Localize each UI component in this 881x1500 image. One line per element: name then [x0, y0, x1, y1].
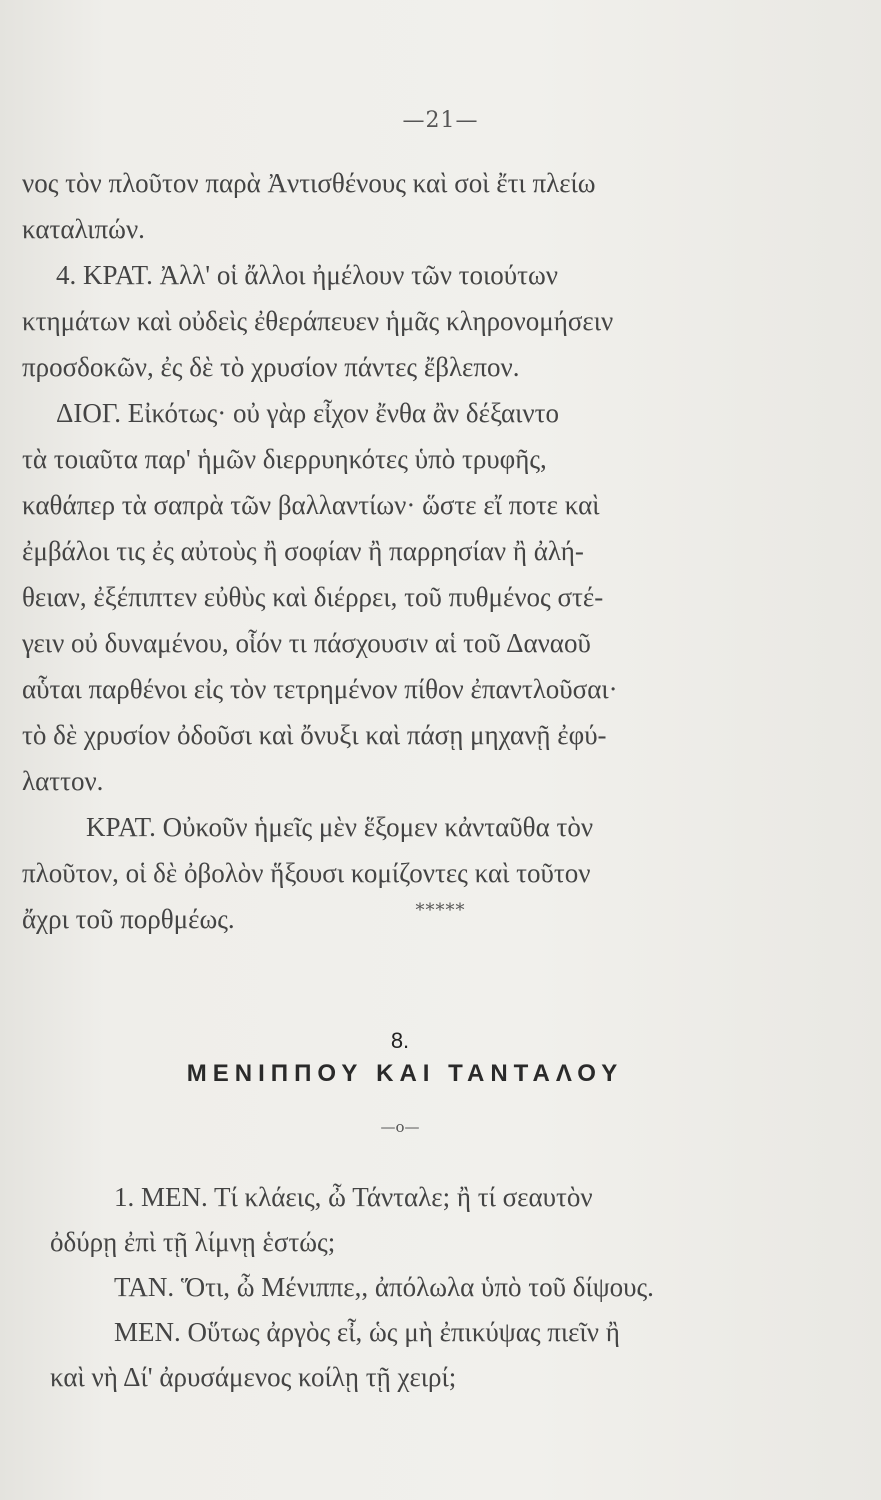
text-line: θειαν, ἐξέπιπτεν εὐθὺς καὶ διέρρει, τοῦ πυθμένος στέ- — [22, 582, 604, 612]
text-line: γειν οὐ δυναμένου, οἷόν τι πάσχουσιν αἱ τοῦ Δαναοῦ — [22, 628, 591, 658]
text-line: καθάπερ τὰ σαπρὰ τῶν βαλλαντίων· ὥστε εἴ ποτε καὶ — [22, 490, 600, 520]
text-line: ΜΕΝ. Οὕτως ἀργὸς εἶ, ὡς μὴ ἐπικύψας πιεῖν ἢ — [114, 1317, 620, 1347]
page-number: —21— — [402, 108, 479, 133]
text-line: καταλιπών. — [22, 214, 145, 244]
text-line: τὰ τοιαῦτα παρ' ἡμῶν διερρυηκότες ὑπὸ τρυφῆς, — [22, 444, 547, 474]
text-line: νος τὸν πλοῦτον παρὰ Ἀντισθένους καὶ σοὶ ἔτι πλείω — [22, 168, 596, 198]
section-separator: ***** — [415, 900, 466, 921]
text-line: τὸ δὲ χρυσίον ὀδοῦσι καὶ ὄνυξι καὶ πάσῃ μηχανῇ ἐφύ- — [22, 720, 607, 750]
text-line: 1. ΜΕΝ. Τί κλάεις, ὦ Τάνταλε; ἢ τί σεαυτὸν — [114, 1182, 593, 1212]
text-line: καὶ νὴ Δί' ἀρυσάμενος κοίλῃ τῇ χειρί; — [50, 1362, 457, 1392]
text-line: ἄχρι τοῦ πορθμέως. — [22, 904, 235, 934]
text-line: λαττον. — [22, 766, 104, 796]
passage-1 — [22, 160, 762, 942]
text-line: ΤΑΝ. Ὅτι, ὦ Μένιππε,, ἀπόλωλα ὑπὸ τοῦ δίψους. — [114, 1272, 654, 1302]
text-line: 4. ΚΡΑΤ. Ἀλλ' οἱ ἄλλοι ἠμέλουν τῶν τοιούτων — [56, 260, 558, 290]
text-line: ὀδύρῃ ἐπὶ τῇ λίμνῃ ἑστώς; — [50, 1227, 336, 1257]
text-line: προσδοκῶν, ἐς δὲ τὸ χρυσίον πάντες ἔβλεπον. — [22, 352, 520, 382]
text-line: ἐμβάλοι τις ἐς αὐτοὺς ἢ σοφίαν ἢ παρρησίαν ἢ ἀλή- — [22, 536, 584, 566]
text-line: αὗται παρθένοι εἰς τὸν τετρημένον πίθον ἐπαντλοῦσαι· — [22, 674, 618, 704]
text-line: κτημάτων καὶ οὐδεὶς ἐθεράπευεν ἡμᾶς κληρονομήσειν — [22, 306, 614, 336]
chapter-number: 8. — [390, 1028, 410, 1053]
chapter-title: ΜΕΝΙΠΠΟΥ ΚΑΙ ΤΑΝΤΑΛΟΥ — [186, 1060, 624, 1087]
text-line: ΔΙΟΓ. Εἰκότως· οὐ γὰρ εἶχον ἔνθα ἂν δέξαιντο — [56, 398, 559, 428]
passage-2 — [50, 1175, 790, 1400]
chapter-ornament: —o— — [380, 1118, 420, 1136]
text-line: πλοῦτον, οἱ δὲ ὀβολὸν ἥξουσι κομίζοντες καὶ τοῦτον — [22, 858, 591, 888]
text-line: ΚΡΑΤ. Οὐκοῦν ἡμεῖς μὲν ἕξομεν κἀνταῦθα τὸν — [86, 812, 594, 842]
